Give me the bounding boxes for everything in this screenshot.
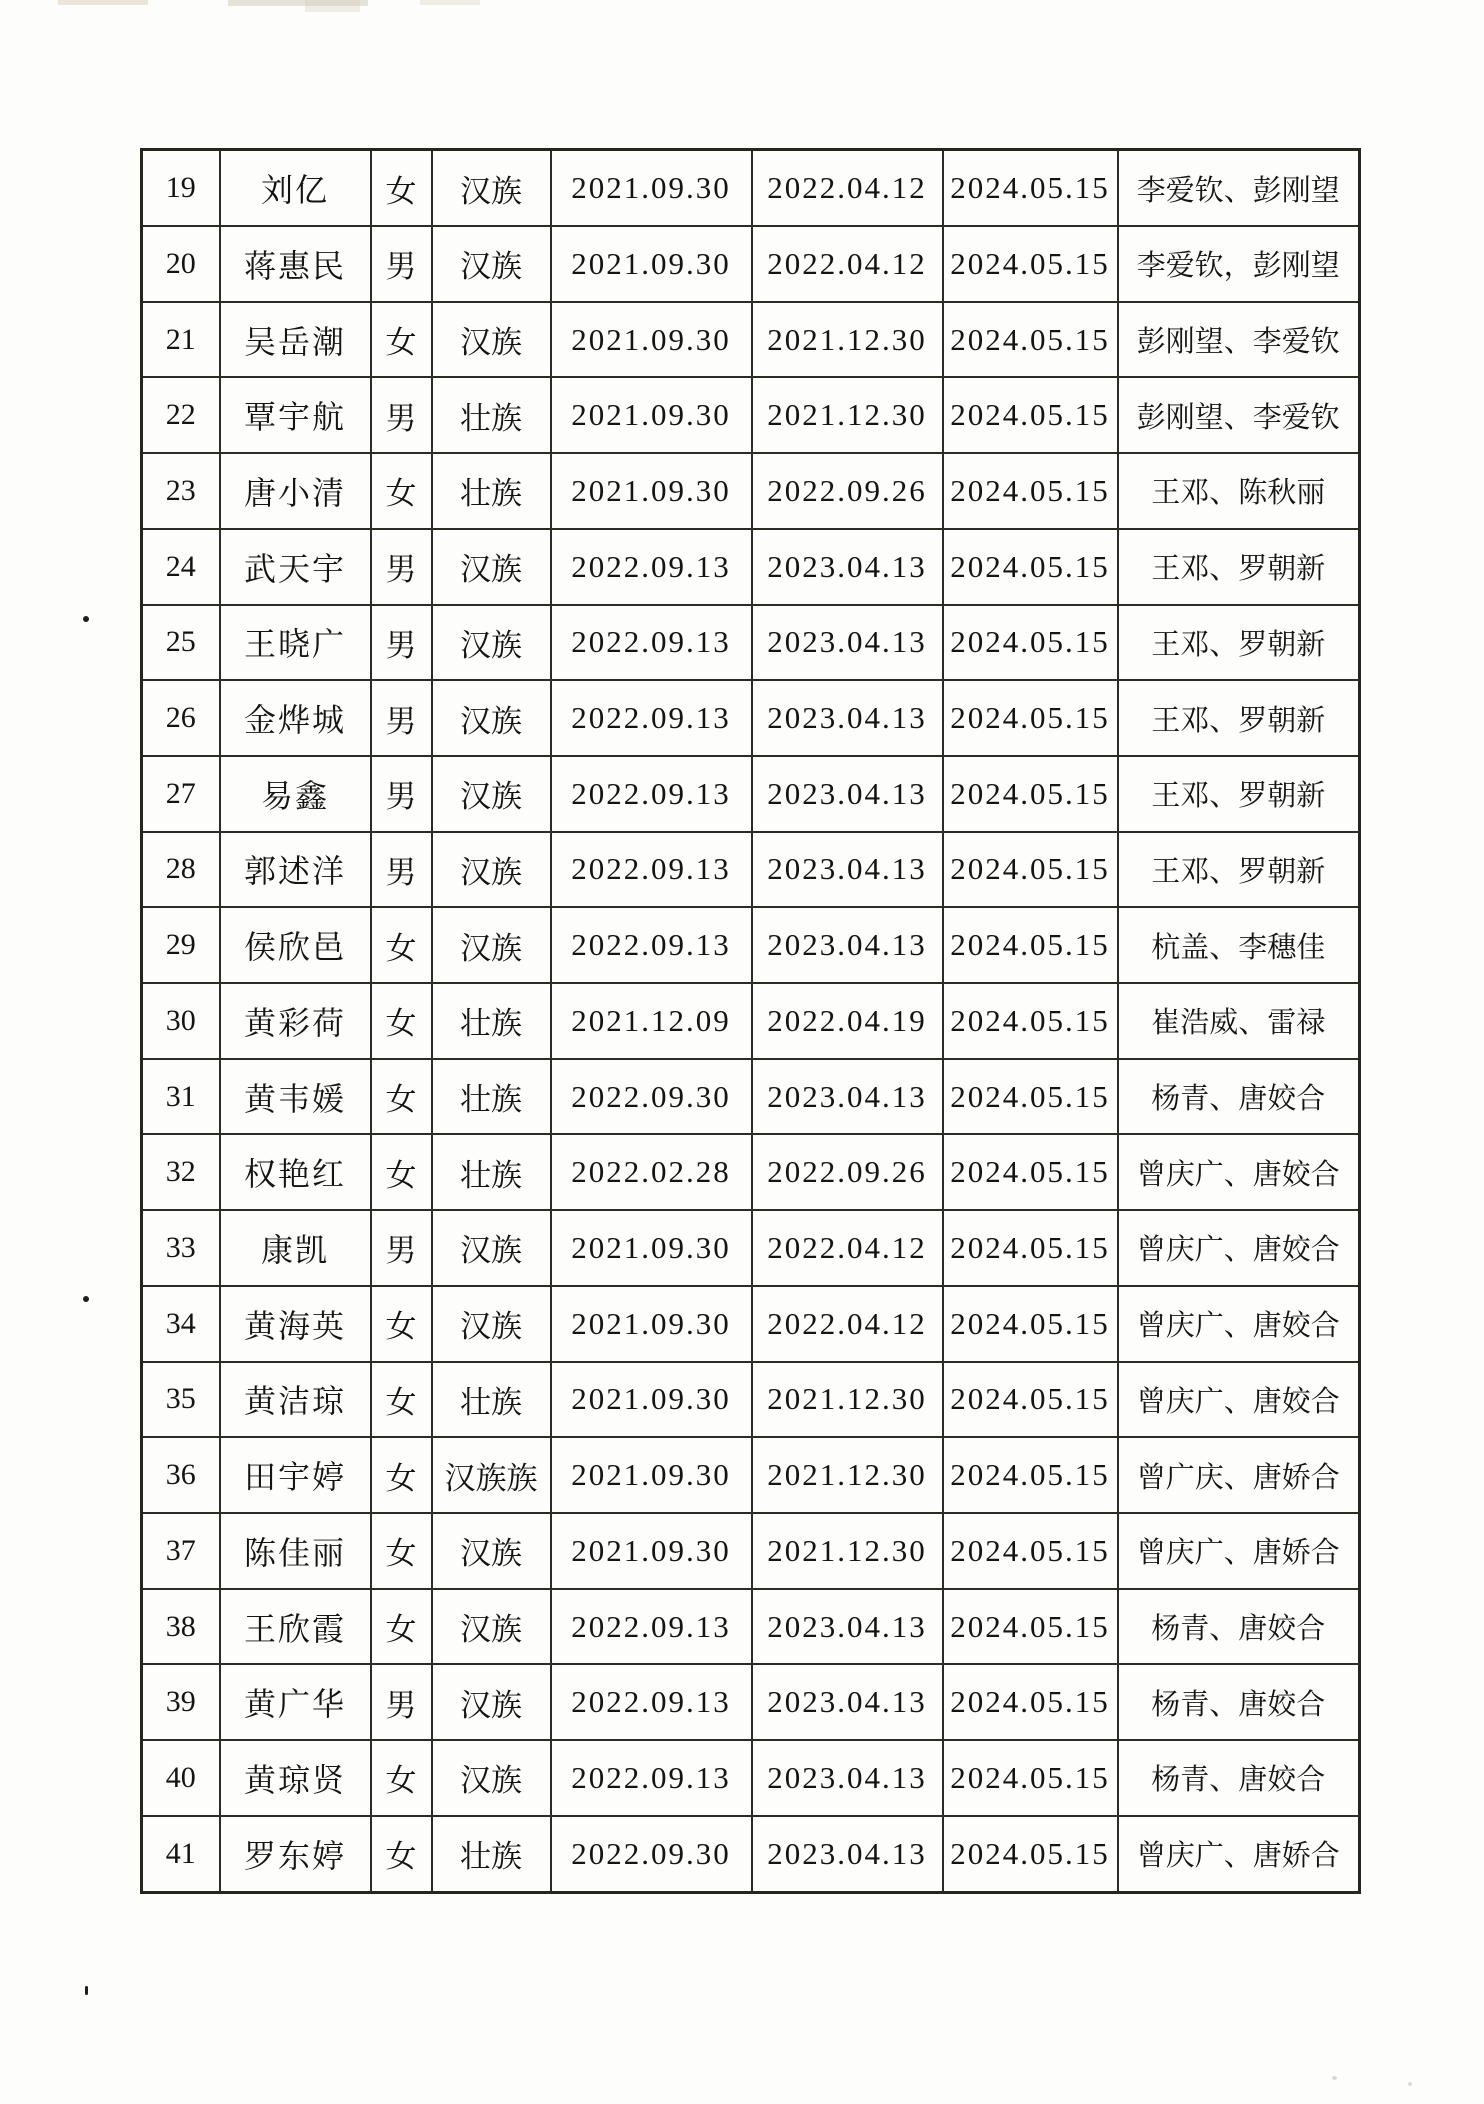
scan-smudge	[58, 0, 148, 5]
cell-gender: 女	[371, 907, 432, 983]
cell-date1: 2022.09.13	[551, 529, 752, 605]
cell-name: 黄广华	[220, 1664, 371, 1740]
cell-name: 侯欣邑	[220, 907, 371, 983]
table-row	[142, 1286, 1360, 1362]
cell-date1: 2021.09.30	[551, 1437, 752, 1513]
roster-table	[140, 148, 1361, 1894]
cell-date1: 2022.09.13	[551, 832, 752, 908]
cell-gender: 女	[371, 453, 432, 529]
cell-seq: 39	[142, 1664, 220, 1740]
cell-date1: 2021.09.30	[551, 150, 752, 227]
cell-introducers: 曾庆广、唐姣合	[1118, 1286, 1360, 1362]
scan-speck	[83, 1296, 89, 1302]
cell-seq: 27	[142, 756, 220, 832]
cell-date3: 2024.05.15	[943, 226, 1118, 302]
cell-date1: 2021.09.30	[551, 377, 752, 453]
cell-introducers: 彭刚望、李爱钦	[1118, 302, 1360, 378]
cell-date3: 2024.05.15	[943, 605, 1118, 681]
cell-gender: 女	[371, 1589, 432, 1665]
table-row	[142, 680, 1360, 756]
cell-date2: 2023.04.13	[752, 907, 943, 983]
table-row	[142, 1816, 1360, 1893]
cell-date1: 2022.09.13	[551, 756, 752, 832]
cell-seq: 37	[142, 1513, 220, 1589]
cell-gender: 女	[371, 1059, 432, 1135]
cell-seq: 40	[142, 1740, 220, 1816]
cell-ethnicity: 汉族族	[432, 1437, 551, 1513]
table-row	[142, 150, 1360, 227]
cell-ethnicity: 壮族	[432, 1134, 551, 1210]
cell-date2: 2023.04.13	[752, 1740, 943, 1816]
cell-introducers: 曾广庆、唐娇合	[1118, 1437, 1360, 1513]
cell-date1: 2021.09.30	[551, 226, 752, 302]
cell-date1: 2021.09.30	[551, 1286, 752, 1362]
cell-seq: 26	[142, 680, 220, 756]
cell-date3: 2024.05.15	[943, 1286, 1118, 1362]
cell-seq: 41	[142, 1816, 220, 1893]
cell-date1: 2022.09.13	[551, 680, 752, 756]
cell-introducers: 曾庆广、唐姣合	[1118, 1210, 1360, 1286]
cell-ethnicity: 汉族	[432, 1513, 551, 1589]
table-row	[142, 1210, 1360, 1286]
cell-name: 王晓广	[220, 605, 371, 681]
cell-gender: 女	[371, 1816, 432, 1893]
table-row	[142, 756, 1360, 832]
cell-ethnicity: 汉族	[432, 150, 551, 227]
table-row	[142, 1513, 1360, 1589]
cell-date3: 2024.05.15	[943, 756, 1118, 832]
cell-name: 蒋惠民	[220, 226, 371, 302]
table-row	[142, 832, 1360, 908]
cell-ethnicity: 汉族	[432, 680, 551, 756]
table-row	[142, 1134, 1360, 1210]
table-row	[142, 377, 1360, 453]
cell-date3: 2024.05.15	[943, 1210, 1118, 1286]
cell-seq: 31	[142, 1059, 220, 1135]
cell-gender: 男	[371, 605, 432, 681]
cell-ethnicity: 汉族	[432, 832, 551, 908]
cell-name: 易鑫	[220, 756, 371, 832]
cell-name: 权艳红	[220, 1134, 371, 1210]
cell-name: 黄韦媛	[220, 1059, 371, 1135]
cell-introducers: 王邓、罗朝新	[1118, 756, 1360, 832]
cell-date3: 2024.05.15	[943, 377, 1118, 453]
cell-date1: 2022.09.13	[551, 1664, 752, 1740]
cell-name: 康凯	[220, 1210, 371, 1286]
table-body	[142, 150, 1360, 1893]
cell-gender: 男	[371, 529, 432, 605]
cell-date1: 2021.09.30	[551, 453, 752, 529]
cell-date2: 2022.09.26	[752, 453, 943, 529]
cell-name: 陈佳丽	[220, 1513, 371, 1589]
cell-seq: 36	[142, 1437, 220, 1513]
cell-seq: 35	[142, 1362, 220, 1438]
cell-date1: 2022.09.13	[551, 1589, 752, 1665]
cell-gender: 男	[371, 756, 432, 832]
cell-seq: 28	[142, 832, 220, 908]
cell-ethnicity: 汉族	[432, 756, 551, 832]
cell-date1: 2022.02.28	[551, 1134, 752, 1210]
cell-date3: 2024.05.15	[943, 1437, 1118, 1513]
cell-name: 黄彩荷	[220, 983, 371, 1059]
table-row	[142, 1740, 1360, 1816]
scan-speck	[1408, 2082, 1412, 2086]
cell-date1: 2022.09.13	[551, 1740, 752, 1816]
table-row	[142, 907, 1360, 983]
cell-ethnicity: 汉族	[432, 1740, 551, 1816]
cell-date1: 2022.09.30	[551, 1816, 752, 1893]
cell-date2: 2023.04.13	[752, 1816, 943, 1893]
table-row	[142, 605, 1360, 681]
cell-introducers: 王邓、罗朝新	[1118, 529, 1360, 605]
cell-gender: 男	[371, 1664, 432, 1740]
table-row	[142, 453, 1360, 529]
cell-seq: 29	[142, 907, 220, 983]
cell-name: 唐小清	[220, 453, 371, 529]
cell-date3: 2024.05.15	[943, 1513, 1118, 1589]
cell-name: 金烨城	[220, 680, 371, 756]
table-row	[142, 1059, 1360, 1135]
cell-gender: 女	[371, 1362, 432, 1438]
cell-introducers: 崔浩威、雷禄	[1118, 983, 1360, 1059]
cell-date3: 2024.05.15	[943, 983, 1118, 1059]
cell-gender: 女	[371, 1134, 432, 1210]
table-row	[142, 1362, 1360, 1438]
cell-date2: 2022.04.12	[752, 150, 943, 227]
cell-date3: 2024.05.15	[943, 1059, 1118, 1135]
cell-date2: 2022.04.12	[752, 226, 943, 302]
cell-ethnicity: 壮族	[432, 1816, 551, 1893]
cell-ethnicity: 汉族	[432, 1286, 551, 1362]
cell-date3: 2024.05.15	[943, 680, 1118, 756]
scan-smudge	[305, 0, 360, 12]
cell-date2: 2023.04.13	[752, 832, 943, 908]
table-row	[142, 1589, 1360, 1665]
cell-introducers: 曾庆广、唐娇合	[1118, 1816, 1360, 1893]
cell-seq: 21	[142, 302, 220, 378]
cell-gender: 男	[371, 832, 432, 908]
cell-introducers: 曾庆广、唐娇合	[1118, 1513, 1360, 1589]
cell-ethnicity: 汉族	[432, 529, 551, 605]
cell-gender: 女	[371, 1437, 432, 1513]
cell-date2: 2021.12.30	[752, 1513, 943, 1589]
cell-ethnicity: 汉族	[432, 1589, 551, 1665]
cell-date3: 2024.05.15	[943, 1816, 1118, 1893]
cell-date3: 2024.05.15	[943, 1134, 1118, 1210]
cell-seq: 23	[142, 453, 220, 529]
cell-introducers: 彭刚望、李爱钦	[1118, 377, 1360, 453]
cell-date3: 2024.05.15	[943, 529, 1118, 605]
table-row	[142, 1437, 1360, 1513]
scan-speck	[1332, 2076, 1337, 2080]
cell-date2: 2023.04.13	[752, 1664, 943, 1740]
cell-name: 刘亿	[220, 150, 371, 227]
cell-seq: 24	[142, 529, 220, 605]
cell-ethnicity: 壮族	[432, 1362, 551, 1438]
cell-name: 罗东婷	[220, 1816, 371, 1893]
cell-date2: 2021.12.30	[752, 1437, 943, 1513]
cell-ethnicity: 汉族	[432, 1664, 551, 1740]
cell-introducers: 王邓、罗朝新	[1118, 605, 1360, 681]
cell-date1: 2021.09.30	[551, 1210, 752, 1286]
cell-introducers: 杨青、唐姣合	[1118, 1664, 1360, 1740]
cell-name: 武天宇	[220, 529, 371, 605]
cell-date1: 2021.09.30	[551, 302, 752, 378]
table-row	[142, 226, 1360, 302]
cell-ethnicity: 壮族	[432, 377, 551, 453]
cell-gender: 男	[371, 377, 432, 453]
cell-date3: 2024.05.15	[943, 1664, 1118, 1740]
cell-ethnicity: 壮族	[432, 983, 551, 1059]
cell-introducers: 杨青、唐姣合	[1118, 1059, 1360, 1135]
cell-ethnicity: 壮族	[432, 453, 551, 529]
cell-date1: 2021.09.30	[551, 1362, 752, 1438]
cell-gender: 女	[371, 1740, 432, 1816]
cell-introducers: 曾庆广、唐姣合	[1118, 1362, 1360, 1438]
scan-speck	[85, 1986, 88, 1995]
scan-speck	[83, 616, 89, 622]
cell-date1: 2021.09.30	[551, 1513, 752, 1589]
cell-name: 田宇婷	[220, 1437, 371, 1513]
table-row	[142, 529, 1360, 605]
cell-gender: 女	[371, 302, 432, 378]
cell-name: 黄琼贤	[220, 1740, 371, 1816]
cell-date3: 2024.05.15	[943, 1362, 1118, 1438]
cell-name: 黄洁琼	[220, 1362, 371, 1438]
cell-introducers: 王邓、罗朝新	[1118, 832, 1360, 908]
cell-seq: 32	[142, 1134, 220, 1210]
cell-date2: 2023.04.13	[752, 756, 943, 832]
cell-gender: 女	[371, 1286, 432, 1362]
cell-date2: 2021.12.30	[752, 377, 943, 453]
cell-date1: 2022.09.13	[551, 605, 752, 681]
cell-gender: 男	[371, 680, 432, 756]
table-row	[142, 302, 1360, 378]
cell-seq: 38	[142, 1589, 220, 1665]
cell-date3: 2024.05.15	[943, 150, 1118, 227]
cell-gender: 男	[371, 226, 432, 302]
cell-seq: 22	[142, 377, 220, 453]
cell-ethnicity: 汉族	[432, 226, 551, 302]
cell-date3: 2024.05.15	[943, 832, 1118, 908]
scan-smudge	[228, 0, 368, 6]
cell-date2: 2022.04.19	[752, 983, 943, 1059]
cell-ethnicity: 汉族	[432, 907, 551, 983]
cell-name: 王欣霞	[220, 1589, 371, 1665]
cell-name: 吴岳潮	[220, 302, 371, 378]
scan-smudge	[420, 0, 480, 5]
cell-seq: 20	[142, 226, 220, 302]
cell-introducers: 杨青、唐姣合	[1118, 1589, 1360, 1665]
cell-introducers: 曾庆广、唐姣合	[1118, 1134, 1360, 1210]
cell-date2: 2023.04.13	[752, 680, 943, 756]
cell-introducers: 王邓、陈秋丽	[1118, 453, 1360, 529]
cell-ethnicity: 汉族	[432, 605, 551, 681]
cell-date2: 2022.04.12	[752, 1286, 943, 1362]
cell-seq: 30	[142, 983, 220, 1059]
cell-gender: 男	[371, 1210, 432, 1286]
cell-date3: 2024.05.15	[943, 453, 1118, 529]
cell-seq: 34	[142, 1286, 220, 1362]
cell-date3: 2024.05.15	[943, 1589, 1118, 1665]
table-row	[142, 1664, 1360, 1740]
cell-date2: 2023.04.13	[752, 605, 943, 681]
cell-date1: 2022.09.30	[551, 1059, 752, 1135]
cell-date2: 2022.04.12	[752, 1210, 943, 1286]
cell-name: 黄海英	[220, 1286, 371, 1362]
cell-name: 覃宇航	[220, 377, 371, 453]
cell-seq: 19	[142, 150, 220, 227]
table-row	[142, 983, 1360, 1059]
cell-introducers: 杭盖、李穗佳	[1118, 907, 1360, 983]
cell-date1: 2022.09.13	[551, 907, 752, 983]
cell-date2: 2023.04.13	[752, 1589, 943, 1665]
cell-introducers: 李爱钦、彭刚望	[1118, 150, 1360, 227]
cell-date3: 2024.05.15	[943, 907, 1118, 983]
cell-gender: 女	[371, 150, 432, 227]
cell-date1: 2021.12.09	[551, 983, 752, 1059]
cell-date2: 2023.04.13	[752, 529, 943, 605]
cell-date2: 2021.12.30	[752, 302, 943, 378]
cell-date3: 2024.05.15	[943, 302, 1118, 378]
cell-ethnicity: 壮族	[432, 1059, 551, 1135]
cell-introducers: 王邓、罗朝新	[1118, 680, 1360, 756]
cell-introducers: 李爱钦，彭刚望	[1118, 226, 1360, 302]
cell-seq: 33	[142, 1210, 220, 1286]
cell-ethnicity: 汉族	[432, 1210, 551, 1286]
cell-gender: 女	[371, 983, 432, 1059]
cell-date2: 2022.09.26	[752, 1134, 943, 1210]
cell-date3: 2024.05.15	[943, 1740, 1118, 1816]
cell-date2: 2023.04.13	[752, 1059, 943, 1135]
cell-gender: 女	[371, 1513, 432, 1589]
cell-ethnicity: 汉族	[432, 302, 551, 378]
cell-introducers: 杨青、唐姣合	[1118, 1740, 1360, 1816]
cell-name: 郭述洋	[220, 832, 371, 908]
cell-seq: 25	[142, 605, 220, 681]
cell-date2: 2021.12.30	[752, 1362, 943, 1438]
